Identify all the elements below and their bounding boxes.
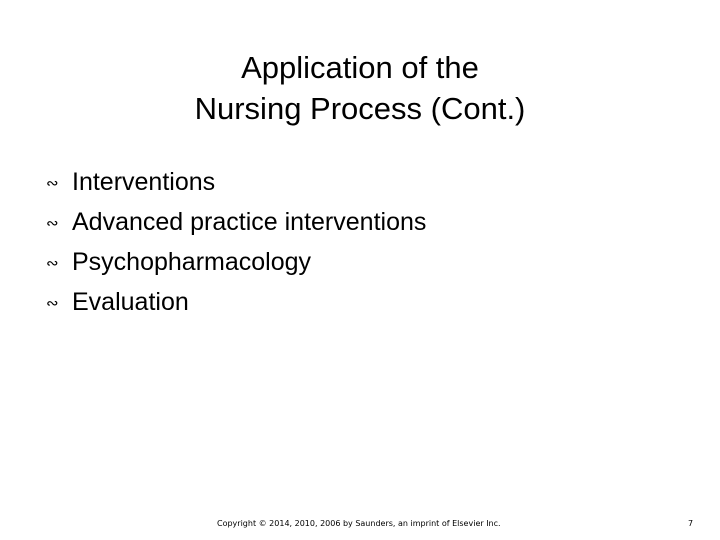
copyright-notice: Copyright © 2014, 2010, 2006 by Saunders, an imprint of Elsevier Inc. — [217, 519, 501, 528]
wave-dash-icon: ∾ — [46, 294, 59, 312]
bullet-item-interventions — [46, 162, 426, 202]
bullet-item-evaluation — [46, 282, 426, 322]
bullet-item-advanced-practice — [46, 202, 426, 242]
bullet-list — [46, 162, 426, 322]
wave-dash-icon: ∾ — [46, 254, 59, 272]
bullet-text: Evaluation — [72, 287, 189, 316]
bullet-text: Advanced practice interventions — [72, 207, 427, 236]
bullet-text: Psychopharmacology — [72, 247, 312, 276]
wave-dash-icon: ∾ — [46, 174, 59, 192]
wave-dash-icon: ∾ — [46, 214, 59, 232]
slide-title-line-2: Nursing Process (Cont.) — [194, 90, 526, 126]
bullet-item-psychopharmacology — [46, 242, 426, 282]
bullet-text: Interventions — [72, 167, 216, 196]
slide-title — [0, 47, 720, 129]
slide-title-line-1: Application of the — [241, 49, 479, 85]
slide-footer — [0, 517, 720, 531]
page-number: 7 — [688, 519, 694, 528]
